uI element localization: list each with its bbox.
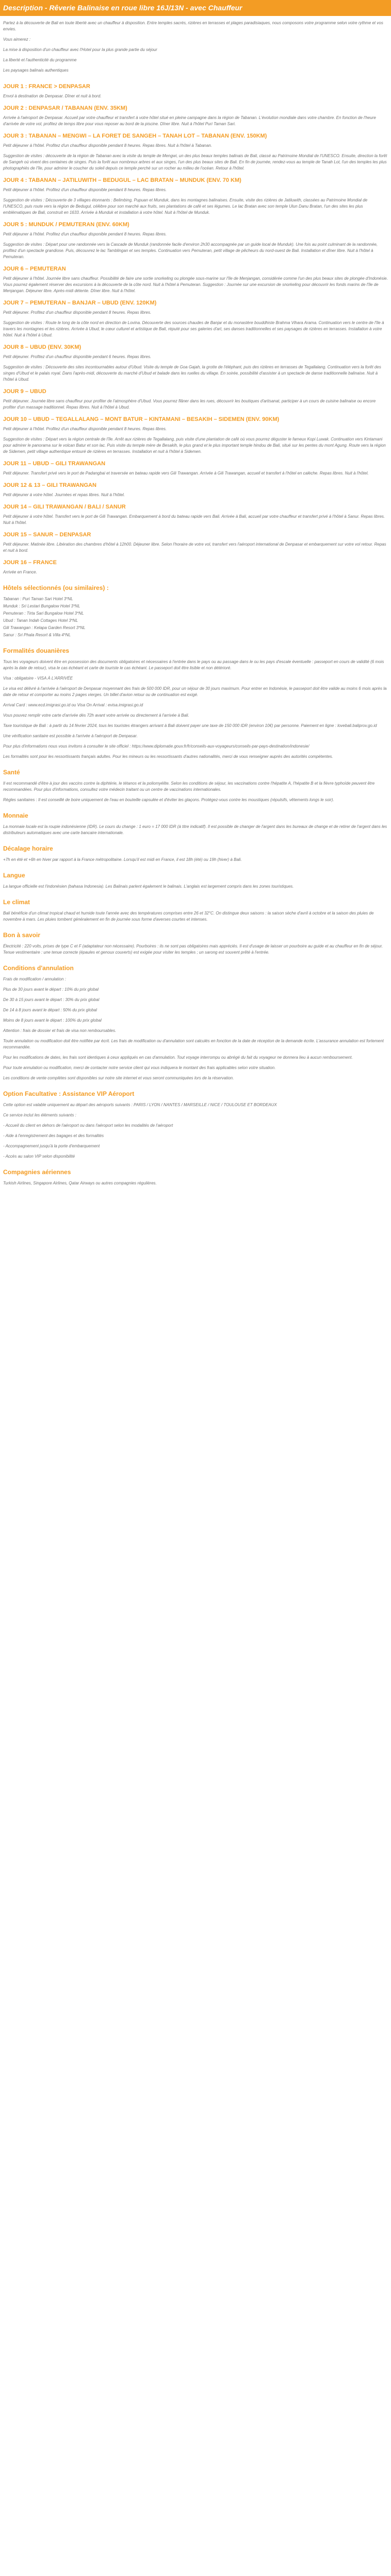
day-title: JOUR 9 – UBUD: [3, 388, 46, 395]
section-title: Langue: [3, 872, 25, 879]
section-text: - Accueil du client en dehors de l'aéroport ou dans l'aéroport selon les modalités de l'aéroport: [3, 1123, 173, 1128]
main-content: [0, 16, 391, 1187]
hotel-item: Sanur : Sri Phala Resort & Villa 4*NL: [3, 633, 71, 637]
day-section: [3, 177, 388, 216]
section-text: - Accompagnement jusqu'à la porte d'embarquement: [3, 1144, 100, 1148]
intro-section: [3, 20, 388, 74]
section-title: Conditions d'annulation: [3, 964, 74, 972]
section-text: La langue officielle est l'indonésien (bahasa Indonesia). Les Balinais parlent également le balinais. L'anglais est largement compris dans les zones touristiques.: [3, 884, 294, 889]
day-text: Suggestion de visites : Départ pour une randonnée vers la Cascade de Munduk (randonnée facile d'environ 2h30 accompagnée par un guide local de Munduk). Une fois au point culminant de la randonnée, profitez d'un spectacle grandiose. Puis, découvrez le lac Tamblingan et ses temples. Continuation vers Pemuteran, petit village de pêcheurs du nord-ouest de Bali. Installation et dîner libre. Nuit à l'hôtel à Pemuteran.: [3, 242, 378, 259]
intro-text: Vous aimerez :: [3, 37, 31, 42]
hotels-section: [3, 584, 388, 638]
day-text: Envol à destination de Denpasar. Dîner et nuit à bord.: [3, 94, 102, 98]
day-section: [3, 221, 388, 260]
day-section: [3, 265, 388, 294]
section-text: Pour toute annulation ou modification, merci de contacter notre service client qui vous indiquera le montant des frais applicables selon votre situation.: [3, 1065, 276, 1070]
section-text: Turkish Airlines, Singapore Airlines, Qatar Airways ou autres compagnies régulières.: [3, 1181, 157, 1185]
day-title: JOUR 5 : MUNDUK / PEMUTERAN (ENV. 60KM): [3, 222, 129, 228]
section-title: Option Facultative : Assistance VIP Aéroport: [3, 1090, 135, 1097]
day-title: JOUR 10 – UBUD – TEGALLALANG – MONT BATUR – KINTAMANI – BESAKIH – SIDEMEN (ENV. 90KM): [3, 416, 280, 422]
section-text: Règles sanitaires : Il est conseillé de boire uniquement de l'eau en bouteille capsulée et d'éviter les glaçons. Protégez-vous contre les moustiques (répulsifs, vêtements longs le soir).: [3, 798, 334, 802]
formalites-section: [3, 647, 388, 760]
section-text: Arrival Card : www.ecd.imigrasi.go.id ou Visa On Arrival : evisa.imigrasi.go.id: [3, 703, 143, 707]
section-text: Frais de modification / annulation :: [3, 977, 66, 981]
hotel-item: Gili Trawangan : Kelapa Garden Resort 3*NL: [3, 625, 86, 630]
hotels-list: [3, 596, 388, 638]
conditions-section: [3, 964, 388, 1081]
section-text: Taxe touristique de Bali : à partir du 14 février 2024, tous les touristes étrangers arrivant à Bali doivent payer une taxe de 150 000 IDR (environ 10€) par personne. Paiement en ligne : lovebali.baliprov.go.id: [3, 723, 377, 728]
section-title: Le climat: [3, 899, 30, 906]
day-section: [3, 388, 388, 411]
hotel-item: Tabanan : Puri Taman Sari Hotel 3*NL: [3, 597, 73, 601]
day-text: Petit déjeuner. Matinée libre. Libération des chambres d'hôtel à 12h00. Déjeuner libre. Selon l'horaire de votre vol, transfert vers l'aéroport international de Denpasar et embarquement sur votre vol retour. Repas et nuit à bord.: [3, 542, 386, 553]
day-section: [3, 531, 388, 554]
day-section: [3, 460, 388, 477]
hotel-item: Munduk : Sri Lestari Bungalow Hotel 3*NL: [3, 604, 80, 608]
day-text: Suggestion de visites : découverte de la région de Tabanan avec la visite du temple de Mengwi, un des plus beaux temples balinais de Bali, classé au Patrimoine Mondial de l'UNESCO. Ensuite, direction la forêt de Sangeh où vivent des centaines de singes. Puis la forêt aux nombreux arbres et aux singes, l'un des plus beaux sites de Bali. En fin de journée, rendez-vous au temple de Tanah Lot, l'un des temples les plus photographiés de l'île, pour admirer le coucher du soleil depuis ce temple perché sur un rocher au milieu de l'océan. Retour à l'hôtel.: [3, 154, 387, 171]
section-text: +7h en été et +6h en hiver par rapport à la France métropolitaine. Lorsqu'il est midi en France, il est 18h (été) ou 19h (hiver) à Bali.: [3, 857, 242, 862]
section-text: Pour plus d'informations nous vous invitons à consulter le site officiel : https://www.diplomatie.gouv.fr/fr/conseils-aux-voyageurs/conseils-par-pays-destination/indonesie/: [3, 744, 309, 749]
section-text: Vous pouvez remplir votre carte d'arrivée dès 72h avant votre arrivée ou directement à l'arrivée à Bali.: [3, 713, 189, 718]
day-title: JOUR 12 & 13 – GILI TRAWANGAN: [3, 482, 96, 488]
hotel-item: Ubud : Tanan Indah Cottages Hotel 3*NL: [3, 618, 78, 623]
day-text: Petit déjeuner. Journée libre sans chauffeur pour profiter de l'atmosphère d'Ubud. Vous pourrez flâner dans les rues, découvrir les boutiques d'artisanat, participer à un cours de cuisine balinaise ou encore profiter d'un massage traditionnel. Repas libres. Nuit à l'hôtel à Ubud.: [3, 399, 376, 410]
day-title: JOUR 1 : FRANCE > DENPASAR: [3, 83, 90, 90]
day-text: Petit déjeuner à l'hôtel. Profitez d'un chauffeur disponible pendant 8 heures. Repas libres. Nuit à l'hôtel à Tabanan.: [3, 143, 212, 148]
day-title: JOUR 15 – SANUR – DENPASAR: [3, 532, 91, 538]
day-section: [3, 344, 388, 383]
intro-text: Les paysages balinais authentiques: [3, 68, 69, 73]
section-text: Tous les voyageurs doivent être en possession des documents obligatoires et nécessaires à l'entrée dans le pays ou au passage dans le ou les pays d'escale éventuelle : passeport en cours de validité (6 mois après la date de retour), visa le cas échéant et carte de touriste le cas échéant. Le passeport doit être lisible et non détérioré.: [3, 659, 384, 670]
page-title: Description - Rêverie Balinaise en roue libre 16J/13N - avec Chauffeur: [3, 4, 242, 12]
day-section: [3, 132, 388, 172]
section-text: Moins de 8 jours avant le départ : 100% du prix global: [3, 1018, 102, 1023]
day-section: [3, 299, 388, 338]
day-title: JOUR 16 – FRANCE: [3, 560, 57, 566]
section-text: Les formalités sont pour les ressortissants français adultes. Pour les mineurs ou les ressortissants d'autres nationalités, merci de vous renseigner auprès des autorités compétentes.: [3, 754, 333, 759]
section-text: Il est recommandé d'être à jour des vaccins contre la diphtérie, le tétanos et la poliomyélite. Selon les conditions de séjour, les vaccinations contre l'hépatite A, l'hépatite B et la fièvre typhoïde peuvent être recommandées. Pour plus d'informations, consultez votre médecin traitant ou un centre de vaccinations internationales.: [3, 781, 375, 792]
section-text: De 14 à 8 jours avant le départ : 50% du prix global: [3, 1008, 97, 1012]
section-title: Compagnies aériennes: [3, 1168, 71, 1176]
title-banner: [0, 0, 391, 16]
bon-savoir-section: [3, 931, 388, 956]
section-text: Plus de 30 jours avant le départ : 10% du prix global: [3, 987, 99, 992]
section-title: Bon à savoir: [3, 931, 41, 939]
day-title: JOUR 11 – UBUD – GILI TRAWANGAN: [3, 461, 106, 467]
day-text: Petit déjeuner. Transfert privé vers le port de Padangbai et traversée en bateau rapide vers Gili Trawangan. Arrivée à Gili Trawangan, accueil et transfert à l'hôtel en calèche. Repas libres. Nuit à l'hôtel.: [3, 471, 369, 476]
sante-section: [3, 768, 388, 803]
day-section: [3, 416, 388, 455]
day-text: Suggestion de visites : Route le long de la côte nord en direction de Lovina. Découverte des sources chaudes de Banjar et du monastère bouddhiste Brahma Vihara Arama. Continuation vers le centre de l'île à travers les montagnes et les rizières. Arrivée à Ubud, le cœur culturel et artistique de Bali, réputé pour ses galeries d'art, ses danses traditionnelles et ses paysages de rizières en terrasses. Installation à votre hôtel. Nuit à l'hôtel à Ubud.: [3, 320, 384, 337]
day-text: Arrivée en France.: [3, 570, 37, 574]
day-text: Petit déjeuner à l'hôtel. Profitez d'un chauffeur disponible pendant 8 heures. Repas libres.: [3, 427, 167, 431]
day-title: JOUR 6 – PEMUTERAN: [3, 266, 66, 272]
day-text: Petit déjeuner à votre hôtel. Transfert vers le port de Gili Trawangan. Embarquement à bord du bateau rapide vers Bali. Arrivée à Bali, accueil par votre chauffeur et transfert privé à l'hôtel à Sanur. Repas libres. Nuit à l'hôtel.: [3, 514, 385, 525]
compagnies-section: [3, 1168, 388, 1187]
day-title: JOUR 8 – UBUD (ENV. 30KM): [3, 344, 82, 350]
section-text: - Aide à l'enregistrement des bagages et des formalités: [3, 1133, 104, 1138]
section-text: Visa : obligatoire - VISA À L'ARRIVÉE: [3, 676, 73, 681]
section-text: Une vérification sanitaire est possible à l'arrivée à l'aéroport de Denpasar.: [3, 734, 138, 738]
section-title: Hôtels sélectionnés (ou similaires) :: [3, 584, 109, 591]
section-text: - Accès au salon VIP selon disponibilité: [3, 1154, 75, 1159]
section-text: Toute annulation ou modification doit être notifiée par écrit. Les frais de modification ou d'annulation sont calculés en fonction de la date de réception de la demande écrite. L'assurance annulation est fortement recommandée.: [3, 1039, 384, 1049]
section-text: Électricité : 220 volts, prises de type C et F (adaptateur non nécessaire). Pourboires : ils ne sont pas obligatoires mais appréciés. Il est d'usage de laisser un pourboire au guide et au chauffeur en fin de séjour. Tenue vestimentaire : une tenue correcte (épaules et genoux couverts) est exigée pour visiter les temples ; un sarong est souvent prêté à l'entrée.: [3, 944, 383, 955]
day-text: Petit déjeuner. Profitez d'un chauffeur disponible pendant 6 heures. Repas libres.: [3, 354, 152, 359]
climat-section: [3, 898, 388, 923]
day-section: [3, 503, 388, 526]
day-title: JOUR 7 – PEMUTERAN – BANJAR – UBUD (ENV. 120KM): [3, 300, 157, 306]
section-text: Les conditions de vente complètes sont disponibles sur notre site internet et vous seront communiquées lors de la réservation.: [3, 1076, 234, 1080]
day-title: JOUR 2 : DENPASAR / TABANAN (ENV. 35KM): [3, 105, 127, 111]
intro-text: La liberté et l'authenticité du programme: [3, 58, 77, 62]
day-title: JOUR 3 : TABANAN – MENGWI – LA FORET DE SANGEH – TANAH LOT – TABANAN (ENV. 150KM): [3, 133, 267, 139]
day-section: [3, 105, 388, 127]
section-title: Décalage horaire: [3, 845, 53, 852]
section-text: Attention : frais de dossier et frais de visa non remboursables.: [3, 1028, 117, 1033]
section-text: Pour les modifications de dates, les frais sont identiques à ceux appliqués en cas d'annulation. Tout voyage interrompu ou abrégé du fait du voyageur ne donnera lieu à aucun remboursement.: [3, 1055, 353, 1060]
langue-section: [3, 871, 388, 890]
monnaie-section: [3, 811, 388, 836]
section-text: Bali bénéficie d'un climat tropical chaud et humide toute l'année avec des températures comprises entre 26 et 32°C. On distingue deux saisons : la saison sèche d'avril à octobre et la saison des pluies de novembre à mars. Les pluies tombent généralement en fin de journée sous forme d'averses courtes et intenses.: [3, 911, 374, 922]
day-text: Petit déjeuner à l'hôtel. Journée libre sans chauffeur. Possibilité de faire une sortie snorkeling ou plongée sous-marine sur l'île de Menjangan, considérée comme l'un des plus beaux sites de plongée d'Indonésie. Vous pourrez également réserver des excursions à la découverte de la côte nord. Nuit à l'hôtel à Pemuteran. Suggestion : Journée sur une excursion de snorkeling pour découvrir les fonds marins de l'île de Menjangan. Déjeuner libre. Après-midi détente. Dîner libre. Nuit à l'hôtel.: [3, 276, 388, 293]
day-section: [3, 559, 388, 575]
day-title: JOUR 14 – GILI TRAWANGAN / BALI / SANUR: [3, 504, 126, 510]
intro-text: La mise à disposition d'un chauffeur avec l'Hotel pour la plus grande partie du séjour: [3, 47, 157, 52]
intro-text: Partez à la découverte de Bali en toute liberté avec un chauffeur à disposition. Entre temples sacrés, rizières en terrasses et plages paradisiaques, nous composons votre programme selon votre rythme et vos envies.: [3, 21, 383, 31]
section-title: Monnaie: [3, 812, 28, 819]
day-text: Petit déjeuner. Profitez d'un chauffeur disponible pendant 8 heures. Repas libres.: [3, 310, 152, 315]
section-text: Ce service inclut les éléments suivants :: [3, 1113, 76, 1117]
section-text: La monnaie locale est la roupie indonésienne (IDR). Le cours du change : 1 euro = 17 000 IDR (à titre indicatif). Il est possible de changer de l'argent dans les bureaux de change et de retirer de l'argent dans les distributeurs automatiques avec une carte bancaire internationale.: [3, 824, 387, 835]
section-title: Santé: [3, 769, 20, 776]
hotel-item: Pemuteran : Tirta Sari Bungalow Hotel 3*NL: [3, 611, 84, 616]
day-text: Suggestion de visites : Découverte des sites incontournables autour d'Ubud. Visite du temple de Goa Gajah, la grotte de l'éléphant, puis des rizières en terrasses de Tegallalang. Continuation vers la forêt des singes d'Ubud et le palais royal. Dans l'après-midi, découverte du marché d'Ubud et balade dans les ruelles du village. En soirée, possibilité d'assister à un spectacle de danse traditionnelle balinaise. Nuit à l'hôtel à Ubud.: [3, 365, 381, 382]
section-title: Formalités douanières: [3, 647, 70, 654]
day-text: Petit déjeuner à votre hôtel. Journées et repas libres. Nuit à l'hôtel.: [3, 493, 125, 497]
day-text: Petit déjeuner à l'hôtel. Profitez d'un chauffeur disponible pendant 8 heures. Repas libres.: [3, 232, 167, 236]
section-text: De 30 à 15 jours avant le départ : 30% du prix global: [3, 997, 100, 1002]
day-text: Petit déjeuner à l'hôtel. Profitez d'un chauffeur disponible pendant 8 heures. Repas libres.: [3, 188, 167, 192]
section-text: Le visa est délivré à l'arrivée à l'aéroport de Denpasar moyennant des frais de 500 000 IDR, pour un séjour de 30 jours maximum. Pour entrer en Indonésie, le passeport doit être valide au moins 6 mois après la date de retour et comporter au moins 2 pages vierges. Un billet d'avion retour ou de continuation est exigé.: [3, 686, 387, 697]
decalage-section: [3, 844, 388, 863]
day-title: JOUR 4 : TABANAN – JATILUWITH – BEDUGUL – LAC BRATAN – MUNDUK (ENV. 70 KM): [3, 177, 241, 183]
day-section: [3, 83, 388, 99]
day-text: Arrivée à l'aéroport de Denpasar. Accueil par votre chauffeur et transfert à votre hôtel situé en pleine campagne dans la région de Tabanan. L'évolution mondiale dans votre chambre. En fonction de l'heure d'arrivée de votre vol, profitez de temps libre pour vous reposer au bord de la piscine. Dîner libre. Nuit à l'hôtel Puri Taman Sari.: [3, 115, 376, 126]
section-text: Cette option est valable uniquement au départ des aéroports suivants : PARIS / LYON / NANTES / MARSEILLE / NICE / TOULOUSE ET BORDEAUX: [3, 1103, 277, 1107]
day-text: Suggestion de visites : Découverte de 3 villages étonnants : Belimbing, Pupuan et Munduk, dans les montagnes balinaises. Ensuite, visite des rizières de Jatiluwith, classées au Patrimoine Mondial de l'UNESCO, puis route vers la région de Bedugul, célèbre pour son marché aux fruits, ses plantations de café et ses légumes. Le lac Bratan avec son temple Ulun Danu Bratan, l'un des sites les plus emblématiques de Bali, construit en 1633. Arrivée à Munduk et installation à votre hôtel. Nuit à l'hôtel de Munduk.: [3, 198, 368, 215]
day-section: [3, 482, 388, 498]
option-section: [3, 1090, 388, 1160]
day-text: Suggestion de visites : Départ vers la région centrale de l'île. Arrêt aux rizières de Tegallalang, puis visite d'une plantation de café où vous pourrez déguster le fameux Kopi Luwak. Continuation vers Kintamani pour admirer le panorama sur le volcan Batur et son lac. Puis visite du temple mère de Besakih, le plus grand et le plus important temple hindou de Bali, situé sur les pentes du mont Agung. Route vers la région de Sidemen, petit village authentique entouré de rizières en terrasses. Installation et nuit à l'hôtel à Sidemen.: [3, 437, 386, 454]
